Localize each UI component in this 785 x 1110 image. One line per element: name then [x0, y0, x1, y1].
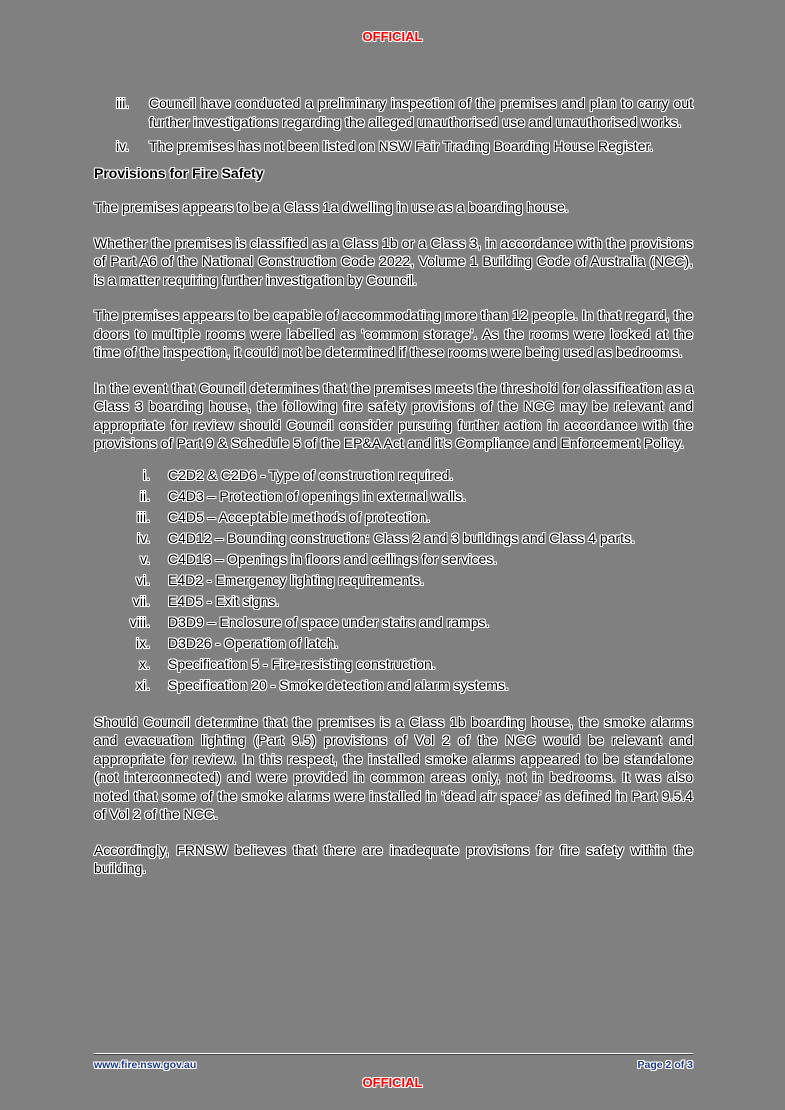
list-item: [94, 570, 693, 591]
footer-divider: [94, 1053, 693, 1054]
list-number: ix.: [136, 634, 150, 651]
list-item: [94, 137, 693, 156]
list-item: [94, 591, 693, 612]
list-number: ii.: [139, 487, 150, 504]
list-number: iii.: [116, 95, 130, 111]
paragraph: The premises appears to be a Class 1a dwelling in use as a boarding house.: [94, 199, 569, 215]
classification-header: OFFICIAL: [362, 29, 423, 44]
list-text: C4D13 – Openings in floors and ceilings for services.: [168, 550, 498, 567]
list-text: C2D2 & C2D6 - Type of construction required.: [168, 466, 454, 483]
paragraph: Should Council determine that the premises is a Class 1b boarding house, the smoke alarms and evacuation lighting (Part 9.5) provisions of Vol 2 of the NCC would be relevant and appropriate for review. In this respect, the installed smoke alarms appeared to be standalone (not interconnected) and were provided in common areas only, not in bedrooms. It was also noted that some of the smoke alarms were installed in ‘dead air space’ as defined in Part 9.5.4 of Vol 2 of the NCC.: [94, 713, 693, 822]
list-item: [94, 654, 693, 675]
list-text: D3D9 – Enclosure of space under stairs and ramps.: [168, 613, 490, 630]
list-number: xi.: [136, 676, 150, 693]
list-text: E4D2 - Emergency lighting requirements.: [168, 571, 425, 588]
provisions-list: [94, 465, 693, 696]
list-item: [94, 612, 693, 633]
list-number: v.: [140, 550, 150, 567]
list-text: C4D5 – Acceptable methods of protection.: [168, 508, 431, 525]
list-text: E4D5 - Exit signs.: [168, 592, 280, 609]
paragraph: Whether the premises is classified as a Class 1b or a Class 3, in accordance with the provisions of Part A6 of the National Construction Code 2022, Volume 1 Building Code of Australia (NCC), is a matter requiring further investigation by Council.: [94, 234, 693, 288]
list-number: x.: [139, 655, 150, 672]
section-heading: Provisions for Fire Safety: [94, 164, 264, 181]
list-number: viii.: [129, 613, 150, 630]
list-number: iv.: [116, 138, 129, 154]
list-text: The premises has not been listed on NSW Fair Trading Boarding House Register.: [149, 138, 654, 154]
list-text: Specification 5 - Fire-resisting construction.: [168, 655, 436, 672]
list-text: Council have conducted a preliminary inspection of the premises and plan to carry out further investigations regarding the alleged unauthorised use and unauthorised works.: [149, 95, 693, 130]
paragraph: The premises appears to be capable of accommodating more than 12 people. In that regard, the doors to multiple rooms were labelled as ‘common storage’. As the rooms were locked at the time of the inspection, it could not be determined if these rooms were being used as bedrooms.: [94, 307, 693, 360]
list-item: [94, 94, 693, 131]
list-text: Specification 20 - Smoke detection and alarm systems.: [168, 676, 509, 693]
list-number: iv.: [137, 529, 150, 546]
list-number: vi.: [136, 571, 150, 588]
list-item: [94, 528, 693, 549]
list-item: [94, 507, 693, 528]
list-item: [94, 633, 693, 654]
list-item: [94, 675, 693, 696]
list-number: i.: [143, 466, 150, 483]
list-text: D3D26 - Operation of latch.: [168, 634, 339, 651]
list-item: [94, 465, 693, 486]
classification-footer: OFFICIAL: [362, 1075, 423, 1090]
list-item: [94, 549, 693, 570]
footer-website-link[interactable]: www.fire.nsw.gov.au: [94, 1059, 197, 1071]
list-number: vii.: [132, 592, 150, 609]
paragraph: In the event that Council determines that the premises meets the threshold for classification as a Class 3 boarding house, the following fire safety provisions of the NCC may be relevant and appropriate for review should Council consider pursuing further action in accordance with the provisions of Part 9 & Schedule 5 of the EP&A Act and it's Compliance and Enforcement Policy.: [94, 379, 693, 451]
list-text: C4D12 – Bounding construction: Class 2 and 3 buildings and Class 4 parts.: [168, 529, 635, 546]
document-body: [94, 94, 693, 895]
page-number: Page 2 of 3: [637, 1059, 693, 1071]
list-number: iii.: [136, 508, 150, 525]
paragraph: Accordingly, FRNSW believes that there are inadequate provisions for fire safety within the building.: [94, 841, 693, 876]
list-text: C4D3 – Protection of openings in external walls.: [168, 487, 467, 504]
list-item: [94, 486, 693, 507]
